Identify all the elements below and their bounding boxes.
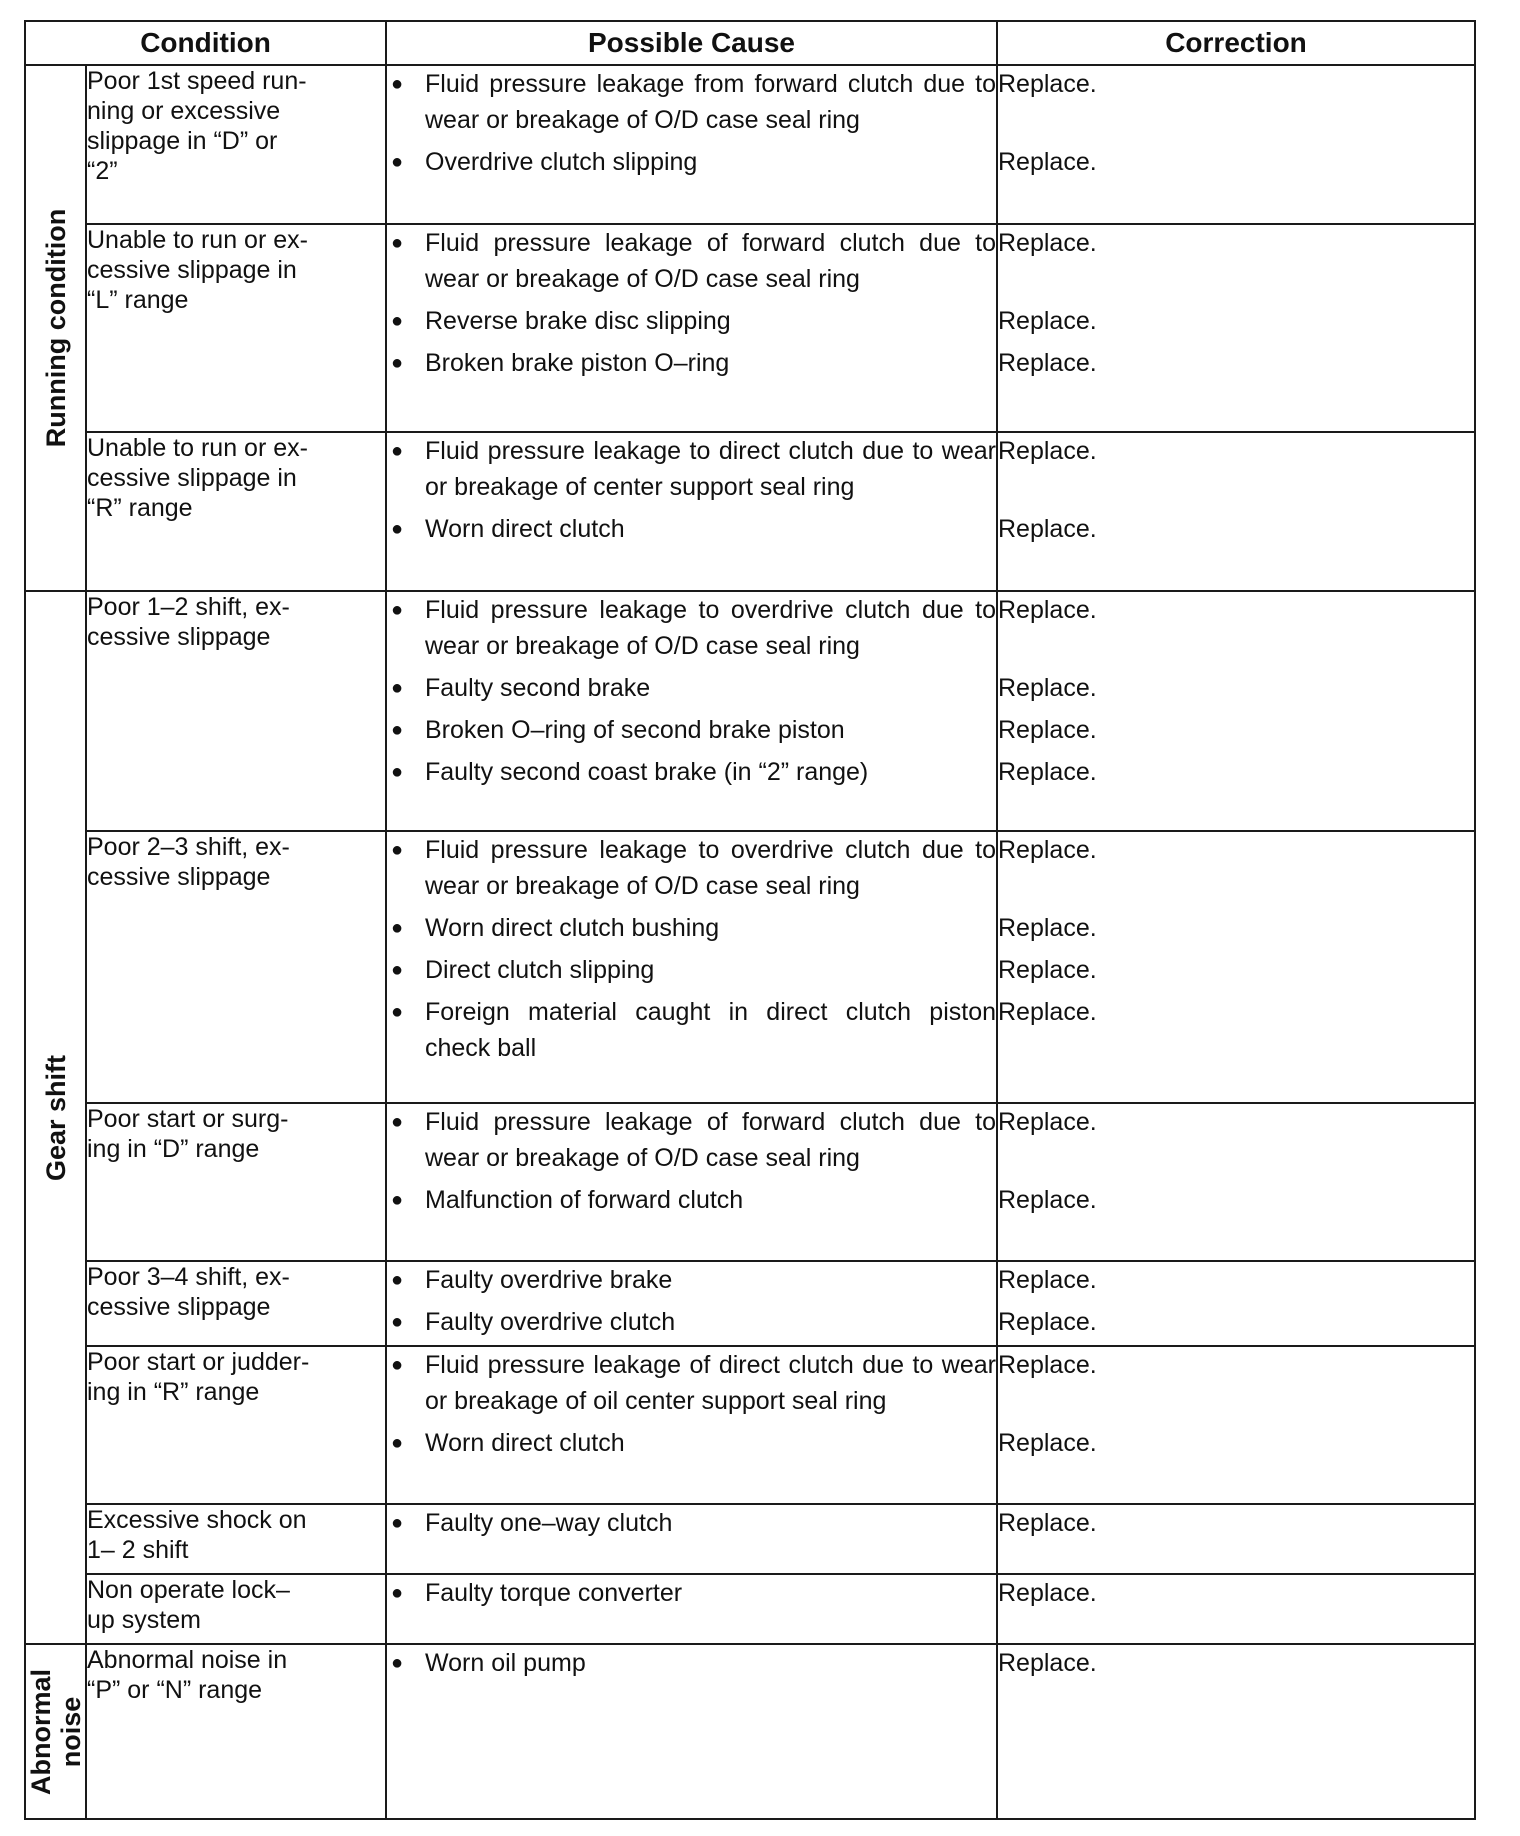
cause-item <box>387 910 996 946</box>
bullet-icon: ● <box>391 518 404 540</box>
cause-text: Malfunction of forward clutch <box>425 1186 744 1214</box>
condition-cell: Poor 3–4 shift, ex- cessive slippage <box>86 1261 386 1346</box>
bullet-icon: ● <box>391 959 404 981</box>
bullet-icon: ● <box>391 352 404 374</box>
cause-text: Faulty second coast brake (in “2” range) <box>425 758 869 786</box>
cause-cell <box>386 591 997 831</box>
cause-text: Faulty torque converter <box>425 1579 683 1607</box>
condition-cell: Poor start or judder- ing in “R” range <box>86 1346 386 1504</box>
condition-cell: Poor 2–3 shift, ex- cessive slippage <box>86 831 386 1103</box>
header-correction: Correction <box>997 21 1475 65</box>
cause-cell <box>386 1261 997 1346</box>
condition-cell: Excessive shock on 1– 2 shift <box>86 1504 386 1574</box>
correction-text: Replace. <box>998 229 1097 257</box>
bullet-icon: ● <box>391 1582 404 1604</box>
cause-text: Worn direct clutch <box>425 515 625 543</box>
correction-cell <box>997 1574 1475 1644</box>
category-cell <box>25 65 86 591</box>
cause-item <box>387 1645 996 1681</box>
correction-text: Replace. <box>998 1266 1097 1294</box>
cause-text: Worn oil pump <box>425 1649 586 1677</box>
cause-item <box>387 712 996 748</box>
cause-cell <box>386 1504 997 1574</box>
category-label: Abnormal noise <box>25 1668 86 1795</box>
correction-text: Replace. <box>998 1186 1097 1214</box>
cause-item <box>387 511 996 547</box>
cause-text: Fluid pressure leakage of forward clutch due to wear or breakage of O/D case seal ring <box>425 229 996 293</box>
cause-text: Worn direct clutch <box>425 1429 625 1457</box>
cause-item <box>387 754 996 790</box>
correction-text: Replace. <box>998 148 1097 176</box>
condition-cell: Poor 1–2 shift, ex- cessive slippage <box>86 591 386 831</box>
condition-cell: Poor 1st speed run- ning or excessive slippage in “D” or “2” <box>86 65 386 224</box>
cause-cell <box>386 432 997 591</box>
bullet-icon: ● <box>391 1652 404 1674</box>
table-row <box>25 1574 1475 1644</box>
category-cell <box>25 591 86 1644</box>
bullet-icon: ● <box>391 719 404 741</box>
table-row <box>25 1261 1475 1346</box>
bullet-icon: ● <box>391 677 404 699</box>
header-possible-cause: Possible Cause <box>386 21 997 65</box>
correction-text: Replace. <box>998 956 1097 984</box>
correction-cell <box>997 1103 1475 1261</box>
cause-text: Fluid pressure leakage of direct clutch due to wear or breakage of oil center support seal ring <box>425 1351 996 1415</box>
correction-cell <box>997 224 1475 432</box>
category-cell <box>25 1644 86 1819</box>
cause-item <box>387 592 996 664</box>
cause-text: Direct clutch slipping <box>425 956 655 984</box>
correction-cell <box>997 591 1475 831</box>
table-row <box>25 1504 1475 1574</box>
correction-cell <box>997 65 1475 224</box>
bullet-icon: ● <box>391 1111 404 1133</box>
cause-text: Faulty one–way clutch <box>425 1509 673 1537</box>
category-label: Gear shift <box>40 1054 71 1181</box>
bullet-icon: ● <box>391 151 404 173</box>
correction-text: Replace. <box>998 515 1097 543</box>
correction-text: Replace. <box>998 307 1097 335</box>
correction-text: Replace. <box>998 70 1097 98</box>
bullet-icon: ● <box>391 310 404 332</box>
cause-cell <box>386 1103 997 1261</box>
cause-item <box>387 1262 996 1298</box>
correction-text: Replace. <box>998 674 1097 702</box>
cause-item <box>387 952 996 988</box>
correction-cell <box>997 1644 1475 1819</box>
cause-text: Fluid pressure leakage to direct clutch due to wear or breakage of center support seal ring <box>425 437 996 501</box>
correction-text: Replace. <box>998 716 1097 744</box>
condition-cell: Unable to run or ex- cessive slippage in “L” range <box>86 224 386 432</box>
bullet-icon: ● <box>391 599 404 621</box>
correction-cell <box>997 1261 1475 1346</box>
correction-text: Replace. <box>998 914 1097 942</box>
cause-text: Reverse brake disc slipping <box>425 307 731 335</box>
correction-text: Replace. <box>998 758 1097 786</box>
table-row <box>25 831 1475 1103</box>
correction-text: Replace. <box>998 836 1097 864</box>
bullet-icon: ● <box>391 1311 404 1333</box>
table-row <box>25 224 1475 432</box>
correction-text: Replace. <box>998 596 1097 624</box>
cause-cell <box>386 224 997 432</box>
cause-cell <box>386 1574 997 1644</box>
cause-text: Faulty overdrive brake <box>425 1266 673 1294</box>
cause-item <box>387 832 996 904</box>
cause-text: Fluid pressure leakage of forward clutch due to wear or breakage of O/D case seal ring <box>425 1108 996 1172</box>
cause-item <box>387 1505 996 1541</box>
correction-cell <box>997 1346 1475 1504</box>
cause-cell <box>386 1346 997 1504</box>
cause-cell <box>386 831 997 1103</box>
correction-text: Replace. <box>998 1351 1097 1379</box>
correction-cell <box>997 432 1475 591</box>
cause-text: Fluid pressure leakage to overdrive clutch due to wear or breakage of O/D case seal ring <box>425 836 996 900</box>
correction-text: Replace. <box>998 1509 1097 1537</box>
cause-text: Broken brake piston O–ring <box>425 349 730 377</box>
bullet-icon: ● <box>391 761 404 783</box>
cause-text: Overdrive clutch slipping <box>425 148 698 176</box>
cause-text: Fluid pressure leakage from forward clutch due to wear or breakage of O/D case seal ring <box>425 70 996 134</box>
correction-text: Replace. <box>998 998 1097 1026</box>
correction-text: Replace. <box>998 1429 1097 1457</box>
bullet-icon: ● <box>391 917 404 939</box>
cause-item <box>387 345 996 381</box>
table-row <box>25 1103 1475 1261</box>
condition-cell: Unable to run or ex- cessive slippage in “R” range <box>86 432 386 591</box>
cause-text: Foreign material caught in direct clutch piston check ball <box>425 998 996 1062</box>
condition-cell: Poor start or surg- ing in “D” range <box>86 1103 386 1261</box>
table-row <box>25 65 1475 224</box>
correction-cell <box>997 831 1475 1103</box>
cause-item <box>387 1575 996 1611</box>
cause-text: Faulty overdrive clutch <box>425 1308 676 1336</box>
cause-item <box>387 144 996 180</box>
table-row <box>25 432 1475 591</box>
bullet-icon: ● <box>391 839 404 861</box>
bullet-icon: ● <box>391 232 404 254</box>
table-body <box>25 65 1475 1819</box>
cause-item <box>387 1347 996 1419</box>
correction-text: Replace. <box>998 437 1097 465</box>
cause-item <box>387 66 996 138</box>
cause-item <box>387 225 996 297</box>
table-row <box>25 1346 1475 1504</box>
cause-item <box>387 303 996 339</box>
correction-text: Replace. <box>998 349 1097 377</box>
cause-cell <box>386 65 997 224</box>
bullet-icon: ● <box>391 1189 404 1211</box>
correction-text: Replace. <box>998 1579 1097 1607</box>
bullet-icon: ● <box>391 440 404 462</box>
cause-item <box>387 1104 996 1176</box>
header-row <box>25 21 1475 65</box>
table-row <box>25 1644 1475 1819</box>
correction-cell <box>997 1504 1475 1574</box>
cause-item <box>387 994 996 1066</box>
table-row <box>25 591 1475 831</box>
bullet-icon: ● <box>391 1354 404 1376</box>
cause-item <box>387 1182 996 1218</box>
condition-cell: Abnormal noise in “P” or “N” range <box>86 1644 386 1819</box>
bullet-icon: ● <box>391 1512 404 1534</box>
correction-text: Replace. <box>998 1108 1097 1136</box>
category-label: Running condition <box>40 208 71 448</box>
bullet-icon: ● <box>391 73 404 95</box>
troubleshooting-table <box>24 20 1476 1820</box>
cause-item <box>387 433 996 505</box>
cause-text: Worn direct clutch bushing <box>425 914 720 942</box>
bullet-icon: ● <box>391 1432 404 1454</box>
cause-text: Fluid pressure leakage to overdrive clutch due to wear or breakage of O/D case seal ring <box>425 596 996 660</box>
bullet-icon: ● <box>391 1269 404 1291</box>
cause-item <box>387 1304 996 1340</box>
bullet-icon: ● <box>391 1001 404 1023</box>
correction-text: Replace. <box>998 1308 1097 1336</box>
condition-cell: Non operate lock– up system <box>86 1574 386 1644</box>
cause-text: Broken O–ring of second brake piston <box>425 716 845 744</box>
cause-text: Faulty second brake <box>425 674 651 702</box>
cause-item <box>387 1425 996 1461</box>
correction-text: Replace. <box>998 1649 1097 1677</box>
header-condition: Condition <box>25 21 386 65</box>
cause-item <box>387 670 996 706</box>
cause-cell <box>386 1644 997 1819</box>
